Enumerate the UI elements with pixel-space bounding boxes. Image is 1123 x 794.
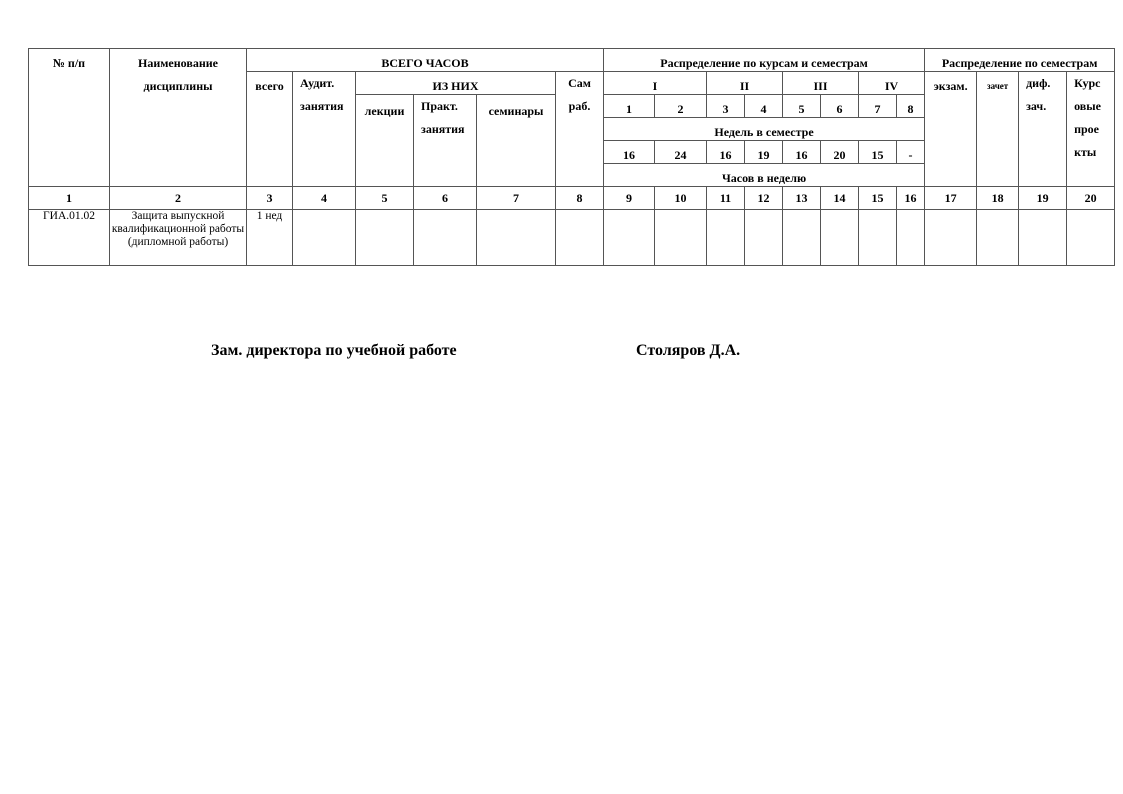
column-number: 7: [477, 187, 556, 210]
column-number: 19: [1019, 187, 1067, 210]
header-no: № п/п: [29, 49, 110, 187]
header-iz-nih: ИЗ НИХ: [356, 72, 556, 95]
column-number: 14: [821, 187, 859, 210]
table-cell: [821, 210, 859, 266]
header-audit: [293, 72, 356, 187]
header-exam: экзам.: [925, 72, 977, 187]
header-prakt-line2: занятия: [421, 122, 465, 136]
semester-2: 2: [655, 95, 707, 118]
header-dif-line1: диф.: [1026, 76, 1051, 90]
column-number: 11: [707, 187, 745, 210]
semester-7: 7: [859, 95, 897, 118]
header-name-line2: дисциплины: [143, 79, 213, 93]
column-number: 6: [414, 187, 477, 210]
table-cell: [745, 210, 783, 266]
header-name-line1: Наименование: [138, 56, 218, 70]
weeks-2: 24: [655, 141, 707, 164]
column-number: 10: [655, 187, 707, 210]
table-cell: [1067, 210, 1115, 266]
header-vsego: всего: [247, 72, 293, 187]
table-cell: [356, 210, 414, 266]
header-kurs-line3: прое: [1074, 122, 1100, 136]
hours-label: Часов в неделю: [604, 164, 925, 187]
semester-4: 4: [745, 95, 783, 118]
weeks-8: -: [897, 141, 925, 164]
semester-6: 6: [821, 95, 859, 118]
semester-5: 5: [783, 95, 821, 118]
header-sam-line2: раб.: [568, 99, 591, 113]
weeks-4: 19: [745, 141, 783, 164]
table-cell: [477, 210, 556, 266]
semester-1: 1: [604, 95, 655, 118]
column-number: 17: [925, 187, 977, 210]
column-number: 5: [356, 187, 414, 210]
weeks-5: 16: [783, 141, 821, 164]
weeks-7: 15: [859, 141, 897, 164]
table-cell: [604, 210, 655, 266]
row-vsego: 1 нед: [247, 210, 293, 266]
table-cell: [293, 210, 356, 266]
header-total-hours: ВСЕГО ЧАСОВ: [247, 49, 604, 72]
table-cell: [707, 210, 745, 266]
header-dif-line2: зач.: [1026, 99, 1047, 113]
header-prakt-line1: Практ.: [421, 99, 458, 113]
column-number: 9: [604, 187, 655, 210]
column-number: 1: [29, 187, 110, 210]
table-cell: [925, 210, 977, 266]
header-kurs-line4: кты: [1074, 145, 1097, 159]
header-kurs: [1067, 72, 1115, 187]
signature-name: Столяров Д.А.: [636, 342, 741, 359]
signature-position: Зам. директора по учебной работе: [211, 342, 457, 359]
row-discipline-name: Защита выпускной квалификационной работы (дипломной работы): [110, 210, 247, 266]
column-number: 4: [293, 187, 356, 210]
column-number: 16: [897, 187, 925, 210]
header-dist-courses: Распределение по курсам и семестрам: [604, 49, 925, 72]
header-sam-line1: Сам: [568, 76, 591, 90]
semester-3: 3: [707, 95, 745, 118]
column-number: 3: [247, 187, 293, 210]
row-code: ГИА.01.02: [29, 210, 110, 266]
column-number: 2: [110, 187, 247, 210]
header-kurs-line2: овые: [1074, 99, 1101, 113]
column-number: 20: [1067, 187, 1115, 210]
column-number: 15: [859, 187, 897, 210]
weeks-3: 16: [707, 141, 745, 164]
header-audit-line2: занятия: [300, 99, 344, 113]
column-number: 18: [977, 187, 1019, 210]
semester-8: 8: [897, 95, 925, 118]
table-cell: [897, 210, 925, 266]
column-numbers-row: [29, 187, 1115, 210]
header-kurs-line1: Курс: [1074, 76, 1101, 90]
weeks-6: 20: [821, 141, 859, 164]
course-1: I: [604, 72, 707, 95]
weeks-1: 16: [604, 141, 655, 164]
table-cell: [1019, 210, 1067, 266]
header-dif: [1019, 72, 1067, 187]
header-dist-semesters: Распределение по семестрам: [925, 49, 1115, 72]
header-zachet: зачет: [977, 72, 1019, 187]
table-cell: [783, 210, 821, 266]
table-cell: [414, 210, 477, 266]
table-cell: [859, 210, 897, 266]
header-seminars: семинары: [477, 95, 556, 187]
header-sam: [556, 72, 604, 187]
table-cell: [556, 210, 604, 266]
table-cell: [655, 210, 707, 266]
table-cell: [977, 210, 1019, 266]
header-lectures: лекции: [356, 95, 414, 187]
header-name: [110, 49, 247, 187]
course-2: II: [707, 72, 783, 95]
course-4: IV: [859, 72, 925, 95]
column-number: 8: [556, 187, 604, 210]
weeks-label: Недель в семестре: [604, 118, 925, 141]
table-row: [29, 210, 1115, 266]
column-number: 13: [783, 187, 821, 210]
course-3: III: [783, 72, 859, 95]
header-prakt: [414, 95, 477, 187]
curriculum-table: [28, 48, 1115, 266]
header-audit-line1: Аудит.: [300, 76, 335, 90]
column-number: 12: [745, 187, 783, 210]
